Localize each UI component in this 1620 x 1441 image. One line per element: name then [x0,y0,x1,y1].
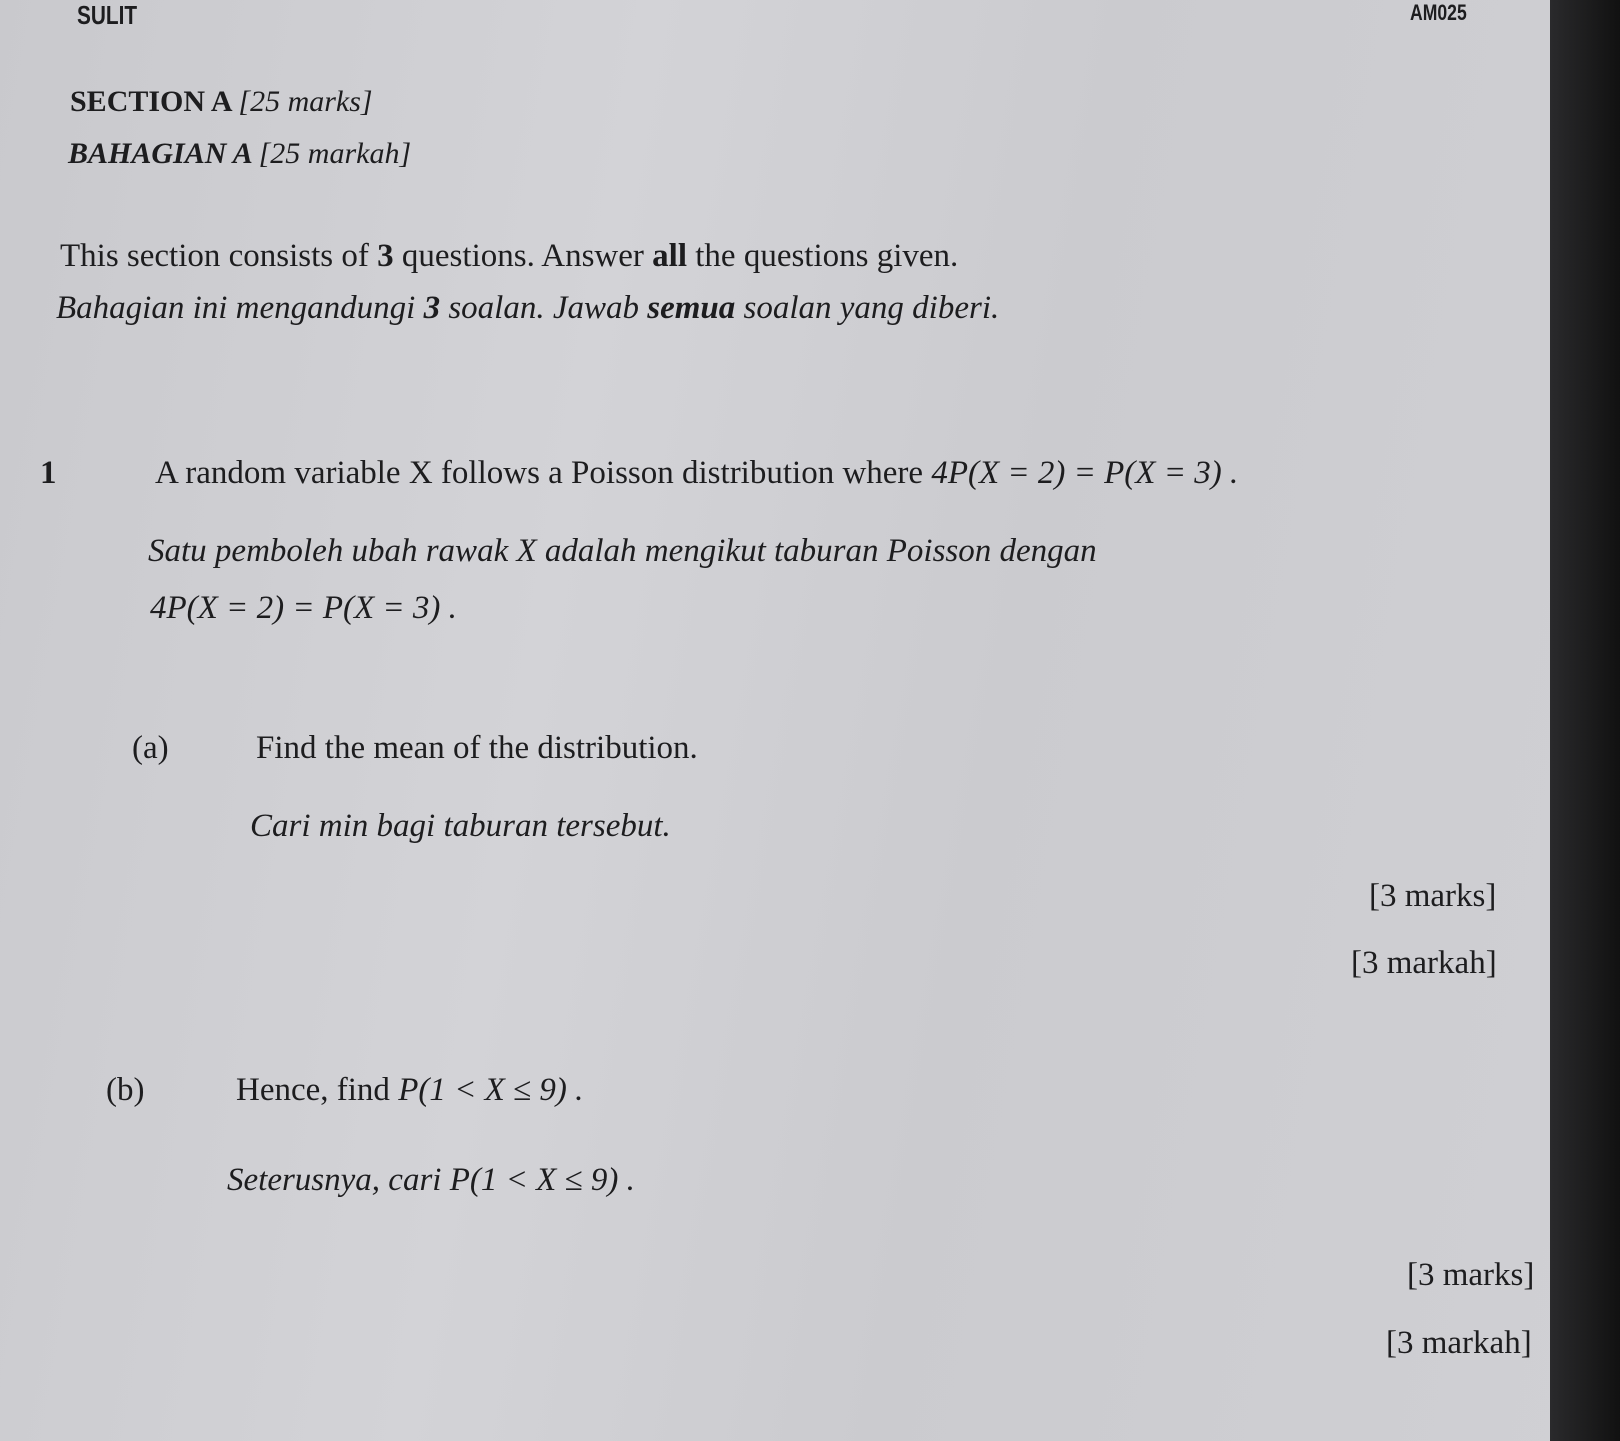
t: Seterusnya, cari [227,1162,442,1198]
part-b-marks-en: [3 marks] [1407,1257,1535,1293]
equation: P(1 < X ≤ 9) . [398,1072,584,1108]
part-a-text-en: Find the mean of the distribution. [256,730,698,766]
section-title [70,85,373,119]
header-sulit: SULIT [77,0,138,30]
dark-edge [1550,0,1620,1441]
t: the questions given. [687,238,959,274]
section-title-ms [68,137,411,171]
equation: P(1 < X ≤ 9) . [449,1162,635,1198]
question-number: 1 [40,455,57,491]
equation: 4P(X = 2) = P(X = 3) . [931,455,1239,491]
instruction-ms [56,290,999,327]
part-a-marks-en: [3 marks] [1369,878,1497,914]
part-b-label: (b) [106,1072,145,1108]
header-code: AM025 [1410,0,1467,25]
part-b-text-en [236,1072,583,1109]
section-marks-ms: [25 markah] [258,137,412,170]
t: soalan. Jawab [440,290,648,326]
t: all [652,238,687,274]
t: soalan yang diberi. [735,290,1000,326]
t: 3 [423,290,441,326]
part-b-marks-ms: [3 markah] [1386,1325,1532,1361]
t: A random variable X follows a Poisson distribution where [155,455,924,491]
section-title-ms-text: BAHAGIAN A [68,137,252,170]
t: Hence, find [236,1072,390,1108]
section-title-en: SECTION A [70,85,231,118]
equation-ms: 4P(X = 2) = P(X = 3) . [150,590,457,626]
part-a-marks-ms: [3 markah] [1351,945,1497,981]
t: Bahagian ini mengandungi [56,290,424,326]
section-marks-en: [25 marks] [238,85,373,118]
instruction-en [60,238,958,275]
question-text-en [155,455,1238,492]
t: questions. Answer [393,238,653,274]
part-a-text-ms: Cari min bagi taburan tersebut. [250,808,671,844]
t: This section consists of [60,238,378,274]
part-a-label: (a) [132,730,169,766]
t: 3 [377,238,394,274]
question-text-ms: Satu pemboleh ubah rawak X adalah mengikut taburan Poisson dengan [148,533,1097,569]
t: semua [647,290,736,326]
part-b-text-ms [227,1162,635,1199]
